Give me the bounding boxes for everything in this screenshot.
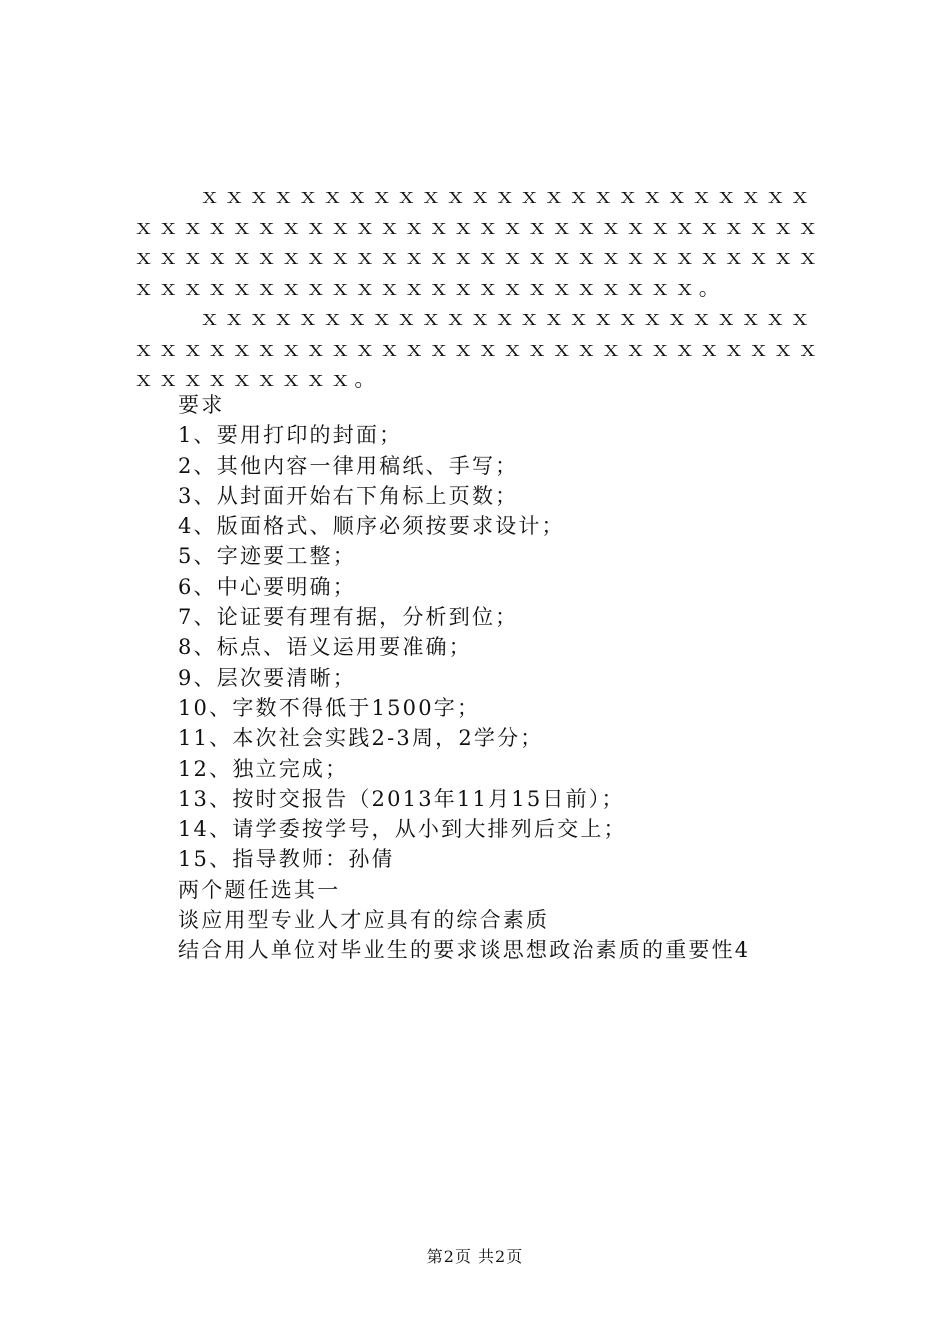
requirement-item: 13、按时交报告（2013年11月15日前）； [178, 786, 625, 811]
requirement-item: 10、字数不得低于1500字； [178, 695, 481, 720]
requirement-item: 7、论证要有理有据，分析到位； [178, 605, 519, 630]
requirement-item: 12、独立完成； [178, 756, 349, 781]
page-footer: 第2页 共2页 [426, 1247, 524, 1266]
topic-choice-note: 两个题任选其一 [178, 877, 341, 902]
requirements-heading: 要求 [178, 393, 225, 417]
requirement-item: 8、标点、语义运用要准确； [178, 635, 472, 660]
requirement-item: 3、从封面开始右下角标上页数； [178, 483, 519, 508]
requirement-item: 5、字迹要工整； [178, 544, 356, 569]
requirement-item: 9、层次要清晰； [178, 665, 356, 690]
requirement-item: 11、本次社会实践2-3周，2学分； [178, 726, 544, 751]
requirements-list [178, 390, 750, 966]
placeholder-paragraph-2: ｘｘｘｘｘｘｘｘｘｘｘｘｘｘｘｘｘｘｘｘｘｘｘｘｘｘｘｘｘｘｘｘｘｘｘｘｘｘｘｘｘｘｘｘｘｘｘｘｘｘｘｘｘｘｘｘｘｘｘｘｘｘ。 [133, 306, 822, 391]
requirement-item: 1、要用打印的封面； [178, 423, 403, 448]
requirement-item: 15、指导教师：孙倩 [178, 847, 395, 872]
requirement-item: 14、请学委按学号，从小到大排列后交上； [178, 817, 627, 842]
requirement-item: 4、版面格式、顺序必须按要求设计； [178, 514, 565, 539]
placeholder-paragraph-1: ｘｘｘｘｘｘｘｘｘｘｘｘｘｘｘｘｘｘｘｘｘｘｘｘｘｘｘｘｘｘｘｘｘｘｘｘｘｘｘｘｘｘｘｘｘｘｘｘｘｘｘｘｘｘｘｘｘｘｘｘｘｘｘｘｘｘｘｘｘｘｘｘｘｘｘｘｘｘｘｘｘｘｘｘｘｘｘｘｘｘｘｘｘｘｘｘｘｘｘｘｘｘｘｘ。 [133, 184, 822, 300]
topic-option-1: 谈应用型专业人才应具有的综合素质 [178, 908, 550, 933]
requirement-item: 2、其他内容一律用稿纸、手写； [178, 453, 519, 478]
requirement-item: 6、中心要明确； [178, 574, 356, 599]
topic-option-2: 结合用人单位对毕业生的要求谈思想政治素质的重要性4 [178, 938, 751, 963]
